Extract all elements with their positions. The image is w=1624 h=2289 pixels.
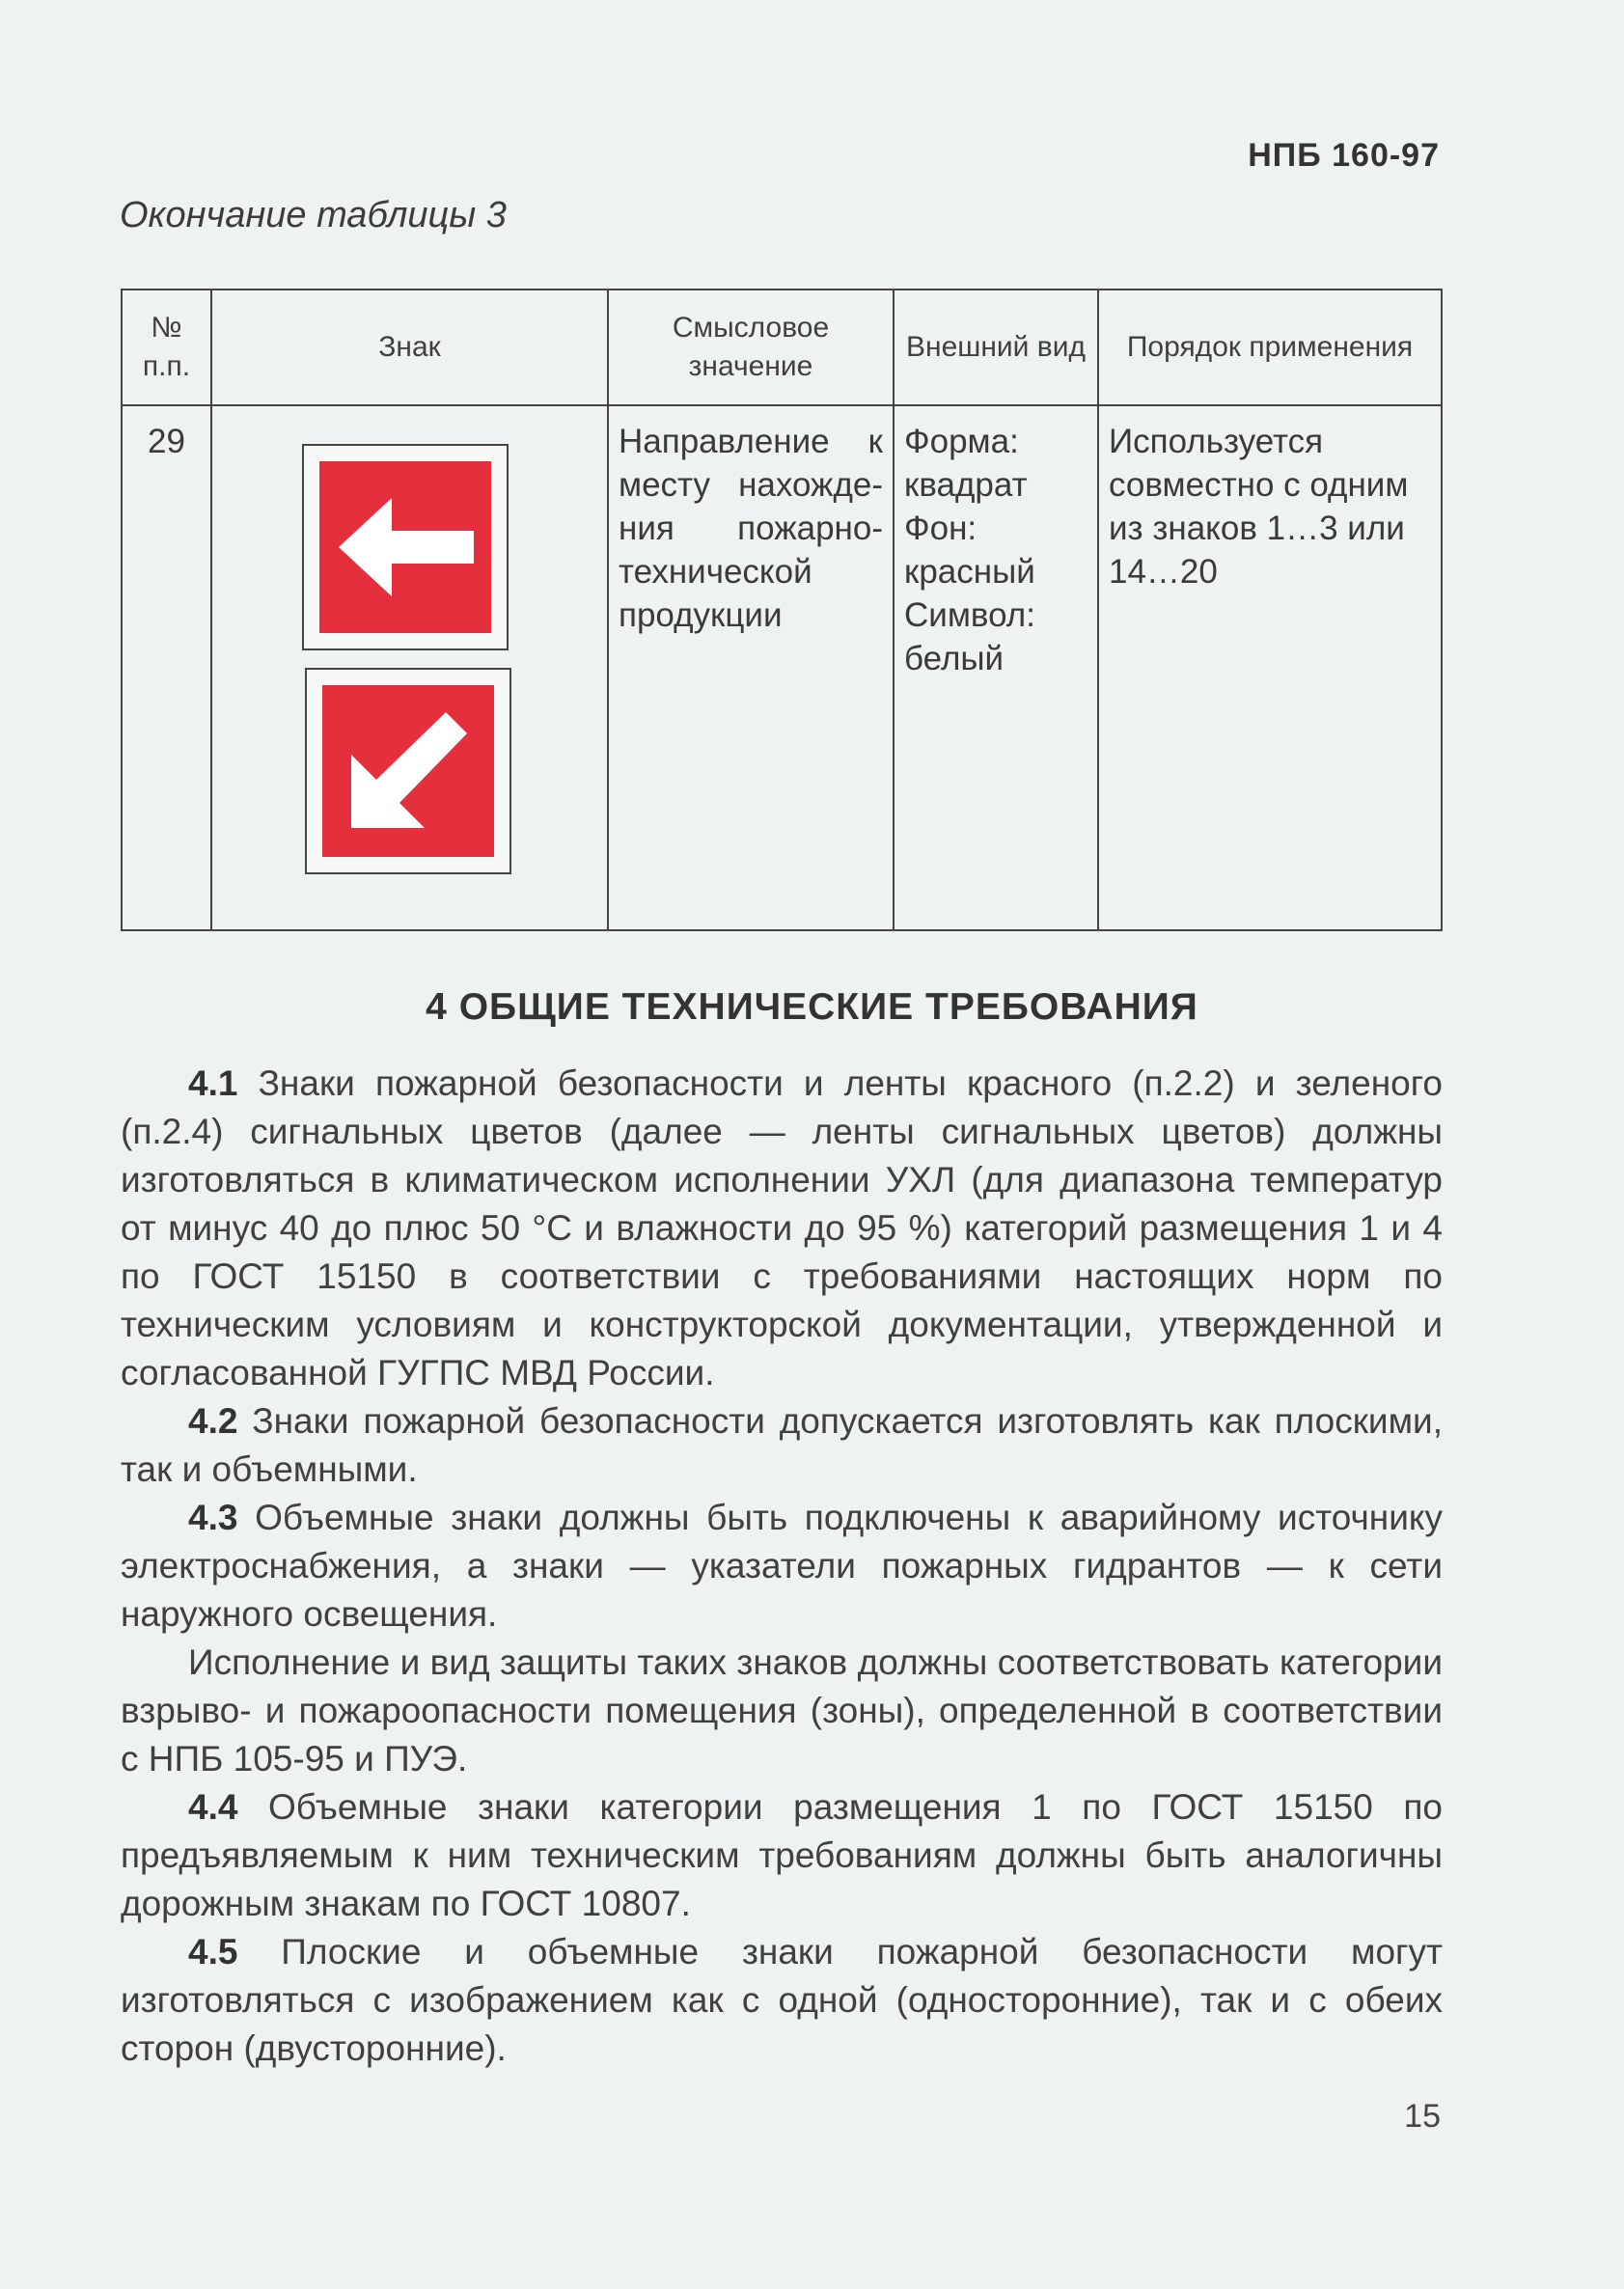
document-code: НПБ 160-97 [1248,137,1440,174]
paragraph-4-3 [121,1494,1443,1639]
fire-sign-direction-left [302,444,509,650]
paragraph-number: 4.1 [188,1063,238,1103]
arrow-down-left-icon [322,685,494,857]
sign-red-background [322,685,494,857]
paragraph-text: Объемные знаки категории размещения 1 по ГОСТ 15150 по предъявляемым к ним техническим требованиям должны быть аналогичны дорожным знакам по ГОСТ 10807. [121,1787,1443,1923]
table-row [122,405,1442,930]
sign-red-background [319,461,491,633]
paragraph-number: 4.3 [188,1498,238,1537]
paragraph-text: Знаки пожарной безопасности допускается изготовлять как плоскими, так и объемными. [121,1401,1443,1489]
paragraph-4-5 [121,1928,1443,2073]
row-number: 29 [122,405,211,930]
section-body [121,1060,1443,2073]
appearance-text: Форма: квадрат Фон: красный Символ: белый [904,423,1035,677]
page-number: 15 [1404,2098,1441,2135]
paragraph-text: Исполнение и вид защиты таких знаков должны соответствовать категории взрыво- и пожароопасности помещения (зоны), определенной в соответствии с НПБ 105-95 и ПУЭ. [121,1642,1443,1779]
paragraph-text: Знаки пожарной безопасности и ленты красного (п.2.2) и зеленого (п.2.4) сигнальных цветов (далее — ленты сигнальных цветов) должны изготовляться в климатическом исполнении УХЛ (для диапазона температур от минус 40 до плюс 50 °С и влажности до 95 %) категорий размещения 1 и 4 по ГОСТ 15150 в соответствии с требованиями настоящих норм по техническим условиям и конструкторской документации, утвержденной и согласованной ГУГПС МВД России. [121,1063,1443,1393]
column-header-usage: Порядок применения [1098,290,1442,405]
paragraph-number: 4.2 [188,1401,238,1441]
paragraph-4-3-continuation [121,1639,1443,1783]
arrow-left-icon [319,461,491,633]
paragraph-text: Плоские и объемные знаки пожарной безопасности могут изготовляться с изображением как с одной (односторонние), так и с обеих сторон (двусторонние). [121,1932,1443,2068]
column-header-meaning: Смысловое значение [608,290,894,405]
paragraph-4-1 [121,1060,1443,1397]
paragraph-4-4 [121,1783,1443,1928]
fire-sign-direction-down-left [305,668,511,874]
usage-cell: Используется совместно с одним из знаков 1…3 или 14…20 [1098,405,1442,930]
signs-table [121,289,1443,931]
column-header-sign: Знак [211,290,608,405]
column-header-appearance: Внешний вид [894,290,1098,405]
section-title: 4 ОБЩИЕ ТЕХНИЧЕСКИЕ ТРЕБОВАНИЯ [426,986,1198,1028]
paragraph-number: 4.5 [188,1932,238,1972]
appearance-cell [894,405,1098,930]
paragraph-number: 4.4 [188,1787,238,1827]
table-header-row [122,290,1442,405]
paragraph-4-2 [121,1397,1443,1494]
meaning-cell: Направление к месту нахожде-ния пожарно-технической продукции [608,405,894,930]
column-header-number: № п.п. [122,290,211,405]
table-caption: Окончание таблицы 3 [120,195,507,235]
paragraph-text: Объемные знаки должны быть подключены к аварийному источнику электроснабжения, а знаки — указатели пожарных гидрантов — к сети наружного освещения. [121,1498,1443,1634]
sign-images-cell [211,405,608,930]
